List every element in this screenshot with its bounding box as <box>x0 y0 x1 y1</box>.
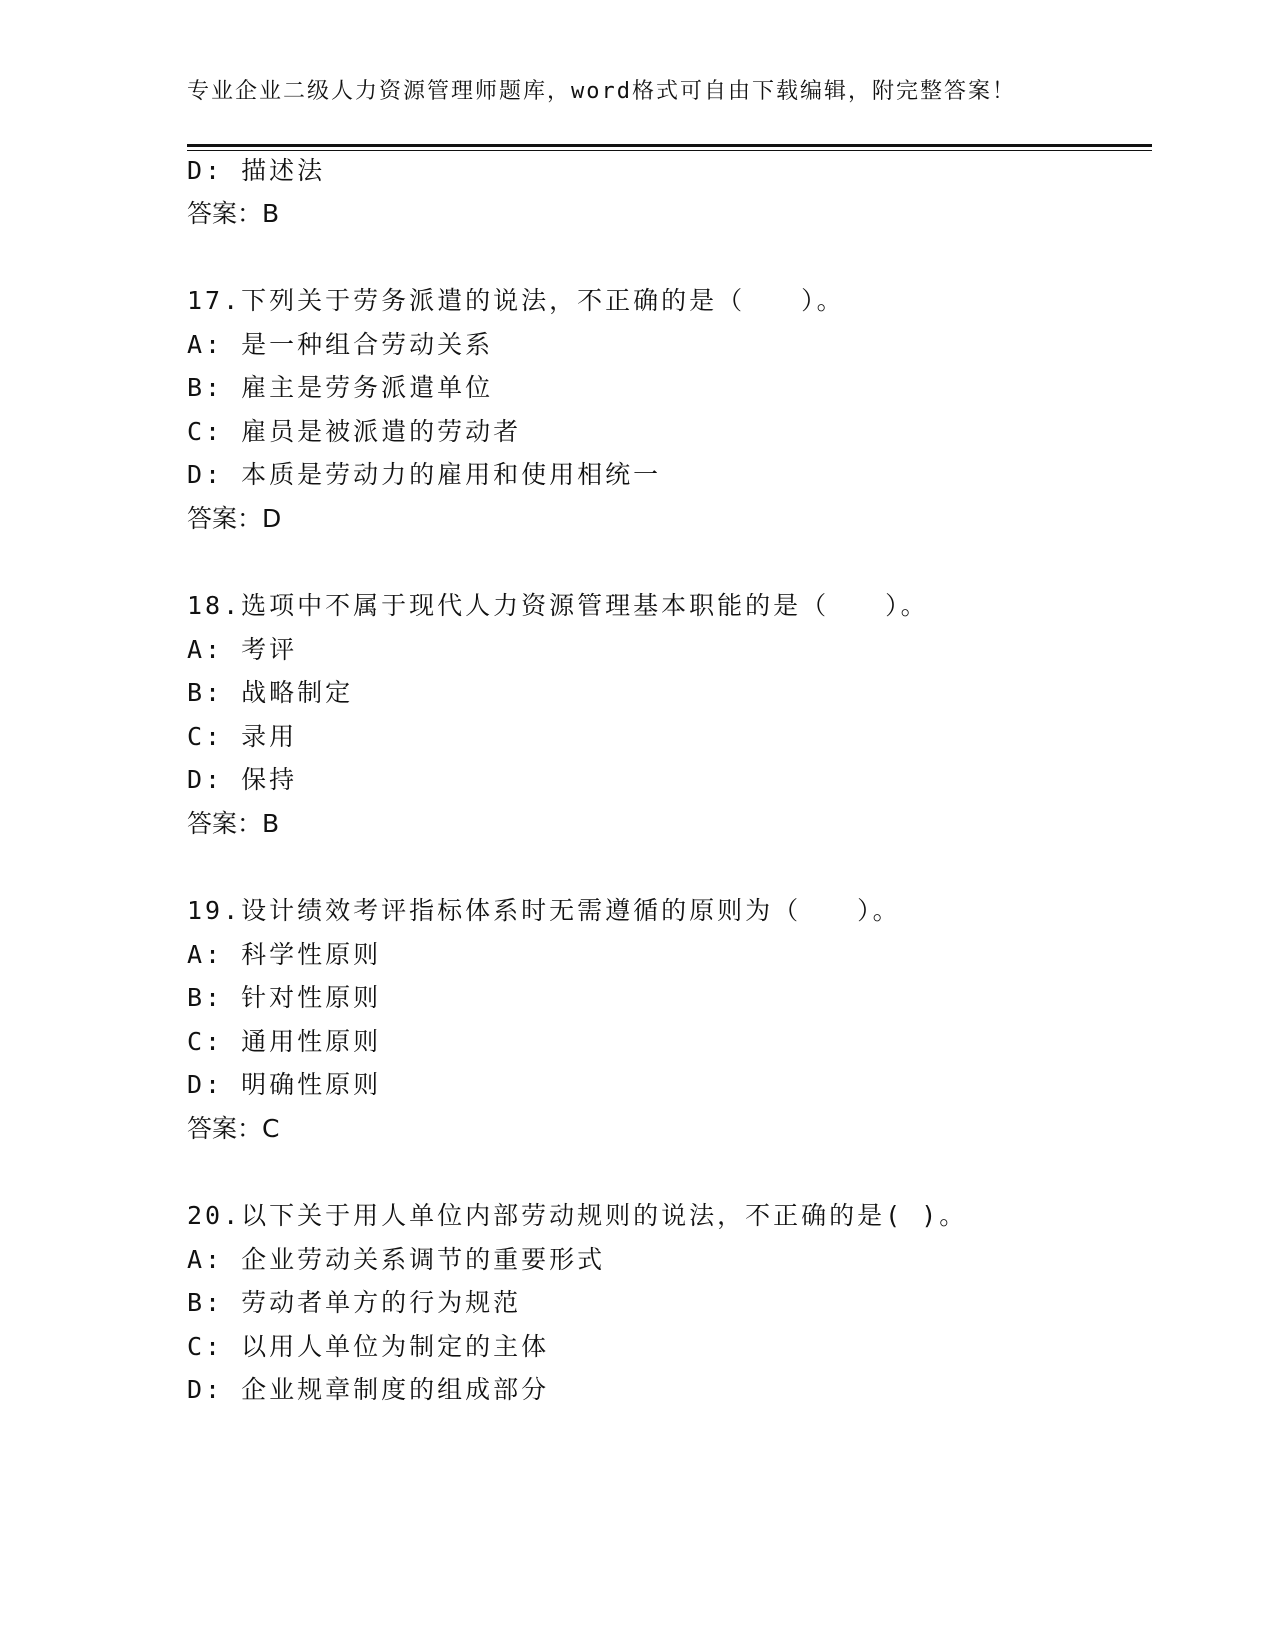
option-b: B: 劳动者单方的行为规范 <box>187 1288 522 1317</box>
option-c: C: 雇员是被派遣的劳动者 <box>187 417 522 446</box>
option-b: B: 战略制定 <box>187 678 354 707</box>
option-a: A: 企业劳动关系调节的重要形式 <box>187 1245 606 1274</box>
header-rule-thin <box>187 150 1152 151</box>
option-d: D: 保持 <box>187 765 298 794</box>
option-b: B: 雇主是劳务派遣单位 <box>187 373 494 402</box>
option-b: B: 针对性原则 <box>187 983 382 1012</box>
option-d: D: 描述法 <box>187 156 326 185</box>
page-header: 专业企业二级人力资源管理师题库，word格式可自由下载编辑，附完整答案！ <box>187 79 1016 104</box>
question-stem: 17.下列关于劳务派遣的说法，不正确的是（ ）。 <box>187 286 845 315</box>
option-d: D: 企业规章制度的组成部分 <box>187 1375 550 1404</box>
answer-line: 答案：D <box>187 504 282 533</box>
option-a: A: 考评 <box>187 635 298 664</box>
option-a: A: 科学性原则 <box>187 940 382 969</box>
option-a: A: 是一种组合劳动关系 <box>187 330 494 359</box>
option-c: C: 以用人单位为制定的主体 <box>187 1332 550 1361</box>
option-d: D: 本质是劳动力的雇用和使用相统一 <box>187 460 662 489</box>
question-stem: 18.选项中不属于现代人力资源管理基本职能的是（ ）。 <box>187 591 929 620</box>
answer-line: 答案：B <box>187 809 280 838</box>
option-d: D: 明确性原则 <box>187 1070 382 1099</box>
answer-line: 答案：C <box>187 1114 280 1143</box>
question-stem: 19.设计绩效考评指标体系时无需遵循的原则为（ ）。 <box>187 896 901 925</box>
option-c: C: 录用 <box>187 722 298 751</box>
header-rule-thick <box>187 144 1152 147</box>
question-stem: 20.以下关于用人单位内部劳动规则的说法，不正确的是( )。 <box>187 1201 968 1230</box>
option-c: C: 通用性原则 <box>187 1027 382 1056</box>
answer-line: 答案：B <box>187 199 280 228</box>
